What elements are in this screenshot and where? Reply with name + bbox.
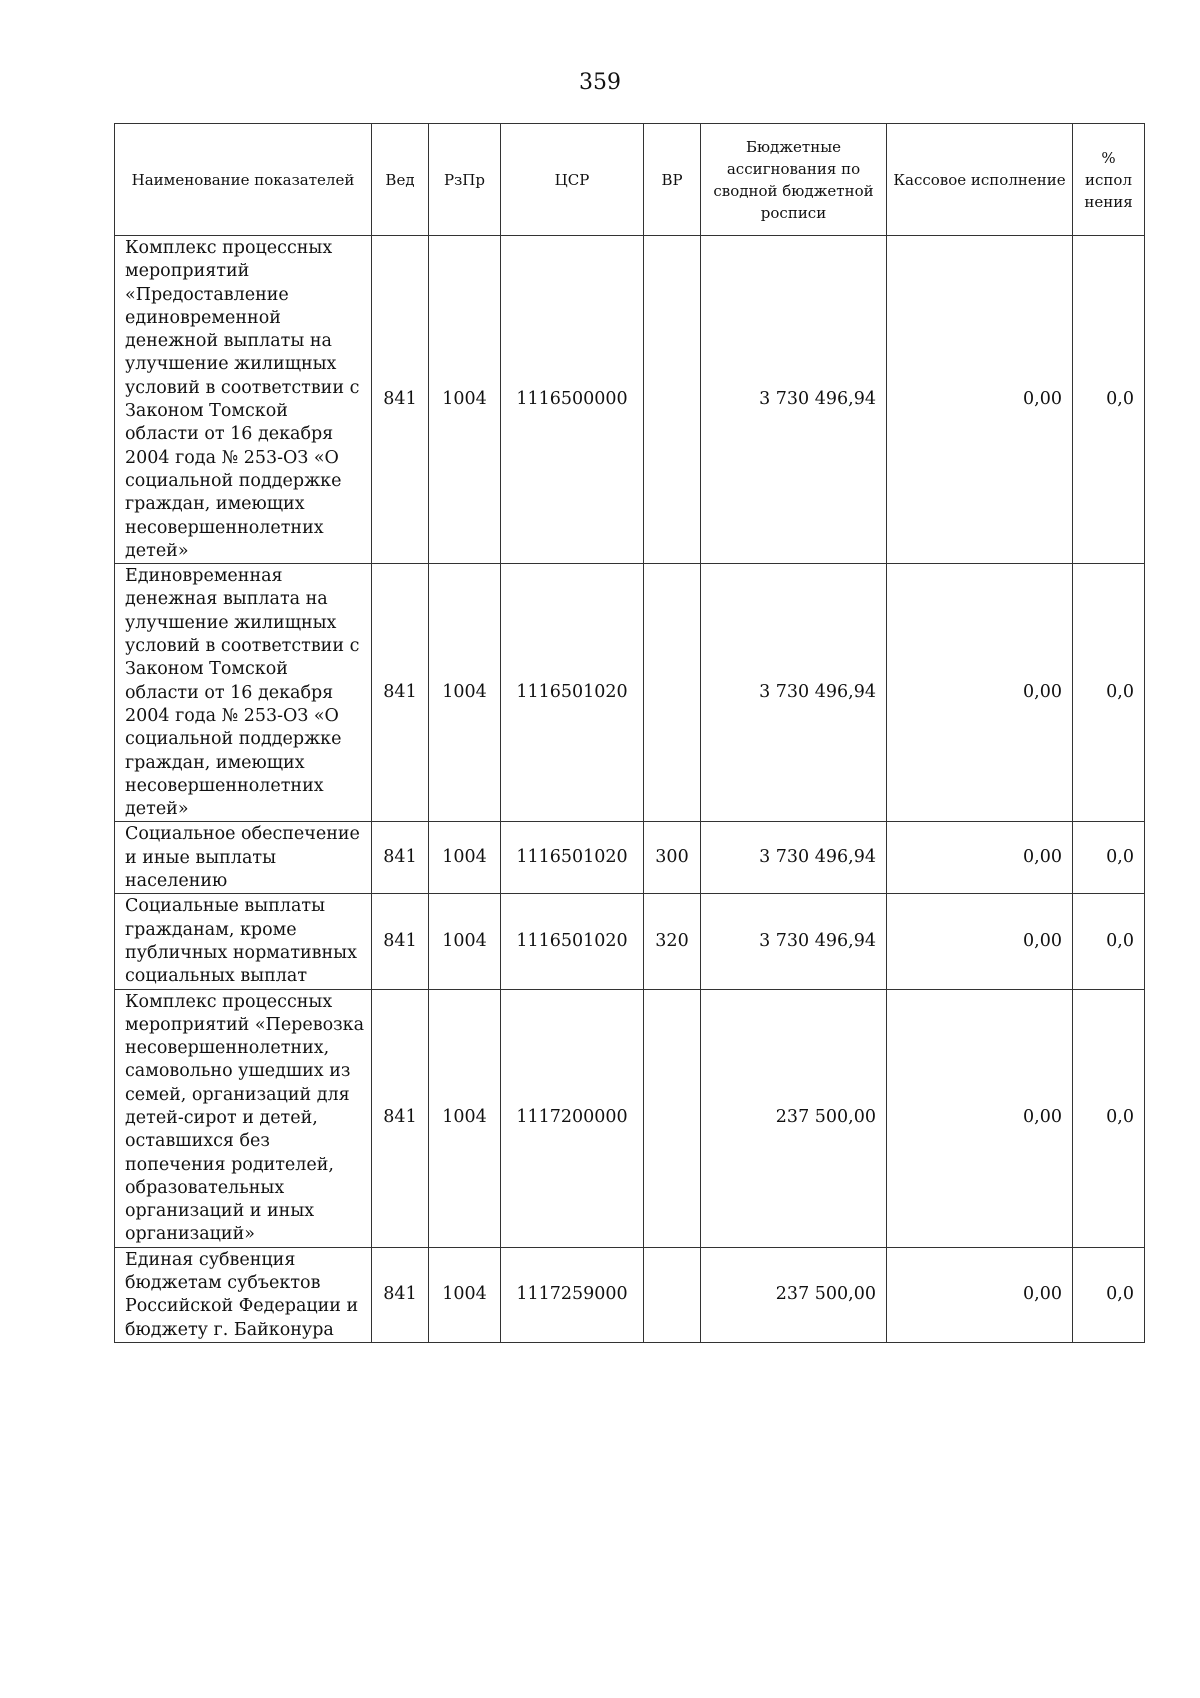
table-row: [115, 894, 1145, 989]
header-rzpr: РзПр: [429, 124, 501, 236]
header-name: Наименование показателей: [115, 124, 372, 236]
row-cash-execution: 0,00: [887, 989, 1073, 1247]
row-percent-execution: 0,0: [1073, 894, 1145, 989]
row-ved: 841: [372, 822, 429, 894]
header-csr: ЦСР: [501, 124, 644, 236]
row-ved: 841: [372, 236, 429, 564]
row-vr: [644, 1247, 701, 1342]
row-allocations: 3 730 496,94: [701, 564, 887, 822]
row-csr: 1117200000: [501, 989, 644, 1247]
header-ved: Вед: [372, 124, 429, 236]
row-ved: 841: [372, 564, 429, 822]
table-body: [115, 236, 1145, 1343]
row-percent-execution: 0,0: [1073, 236, 1145, 564]
row-percent-execution: 0,0: [1073, 1247, 1145, 1342]
row-percent-execution: 0,0: [1073, 989, 1145, 1247]
row-vr: [644, 564, 701, 822]
row-name: Социальные выплаты гражданам, кроме публичных нормативных социальных выплат: [115, 894, 372, 989]
page-number: 359: [579, 70, 621, 95]
row-allocations: 237 500,00: [701, 989, 887, 1247]
header-allocations: Бюджетные ассигнования по сводной бюджетной росписи: [701, 124, 887, 236]
header-vr: ВР: [644, 124, 701, 236]
row-name: Комплекс процессных мероприятий «Перевозка несовершеннолетних, самовольно ушедших из семей, организаций для детей-сирот и детей, оставшихся без попечения родителей, образовательных организаций и иных организаций»: [115, 989, 372, 1247]
row-cash-execution: 0,00: [887, 894, 1073, 989]
row-allocations: 3 730 496,94: [701, 236, 887, 564]
budget-execution-table: [114, 123, 1145, 1343]
table-row: [115, 1247, 1145, 1342]
row-rzpr: 1004: [429, 894, 501, 989]
row-ved: 841: [372, 1247, 429, 1342]
row-vr: 300: [644, 822, 701, 894]
header-cash-execution: Кассовое исполнение: [887, 124, 1073, 236]
row-cash-execution: 0,00: [887, 236, 1073, 564]
row-rzpr: 1004: [429, 564, 501, 822]
table-row: [115, 564, 1145, 822]
table-row: [115, 989, 1145, 1247]
row-allocations: 3 730 496,94: [701, 822, 887, 894]
row-csr: 1117259000: [501, 1247, 644, 1342]
row-vr: [644, 236, 701, 564]
row-allocations: 3 730 496,94: [701, 894, 887, 989]
row-csr: 1116501020: [501, 564, 644, 822]
row-csr: 1116501020: [501, 894, 644, 989]
row-percent-execution: 0,0: [1073, 822, 1145, 894]
row-name: Единая субвенция бюджетам субъектов Российской Федерации и бюджету г. Байконура: [115, 1247, 372, 1342]
row-cash-execution: 0,00: [887, 1247, 1073, 1342]
row-ved: 841: [372, 894, 429, 989]
row-name: Социальное обеспечение и иные выплаты населению: [115, 822, 372, 894]
row-allocations: 237 500,00: [701, 1247, 887, 1342]
row-rzpr: 1004: [429, 236, 501, 564]
row-rzpr: 1004: [429, 989, 501, 1247]
row-cash-execution: 0,00: [887, 564, 1073, 822]
row-rzpr: 1004: [429, 822, 501, 894]
table-row: [115, 236, 1145, 564]
row-name: Комплекс процессных мероприятий «Предоставление единовременной денежной выплаты на улучшение жилищных условий в соответствии с Законом Томской области от 16 декабря 2004 года № 253-ОЗ «О социальной поддержке граждан, имеющих несовершеннолетних детей»: [115, 236, 372, 564]
row-csr: 1116501020: [501, 822, 644, 894]
table-header: [115, 124, 1145, 236]
row-ved: 841: [372, 989, 429, 1247]
row-cash-execution: 0,00: [887, 822, 1073, 894]
row-vr: [644, 989, 701, 1247]
row-name: Единовременная денежная выплата на улучшение жилищных условий в соответствии с Законом Томской области от 16 декабря 2004 года № 253-ОЗ «О социальной поддержке граждан, имеющих несовершеннолетних детей»: [115, 564, 372, 822]
row-csr: 1116500000: [501, 236, 644, 564]
row-rzpr: 1004: [429, 1247, 501, 1342]
header-percent-execution: % испол нения: [1073, 124, 1145, 236]
row-percent-execution: 0,0: [1073, 564, 1145, 822]
table-row: [115, 822, 1145, 894]
row-vr: 320: [644, 894, 701, 989]
